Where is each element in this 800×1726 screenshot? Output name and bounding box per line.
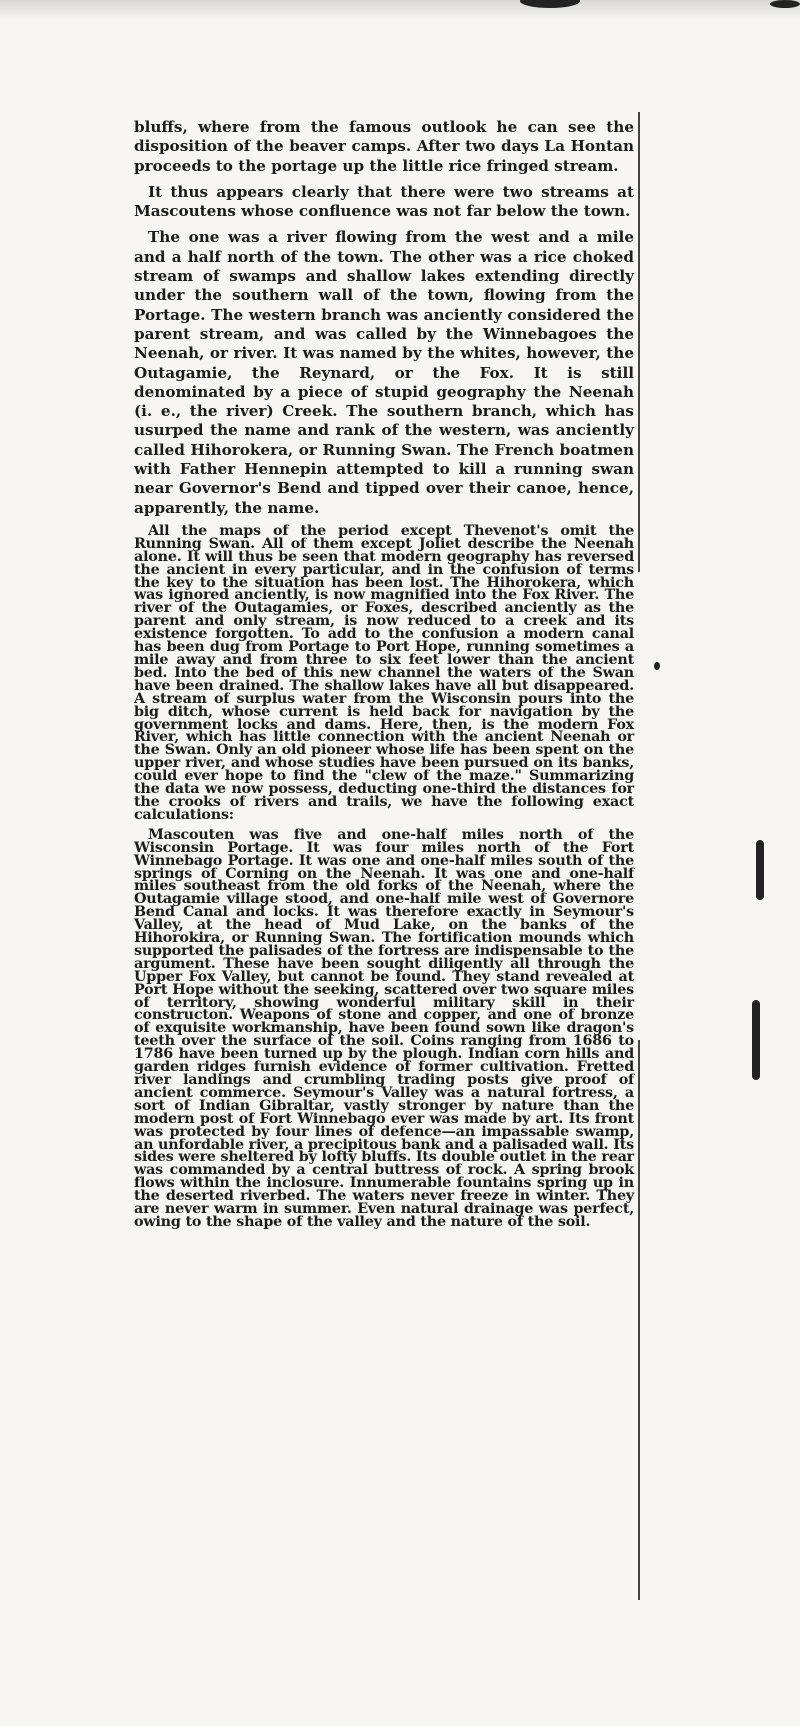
column-rule bbox=[638, 1040, 640, 1600]
column-rule bbox=[638, 112, 640, 572]
edge-mark bbox=[654, 662, 660, 670]
paragraph: Mascouten was five and one-half miles north of the Wisconsin Portage. It was four miles north of the Fort Winnebago Portage. It was one and one-half miles south of the springs of Corning on the Neenah. It was one and one-half miles southeast from the old forks of the Neenah, where the Outagamie village stood, and one-half mile west of Governore Bend Canal and locks. It was therefore exactly in Seymour's Valley, at the head of Mud Lake, on the banks of the Hihorokira, or Running Swan. The fortification mounds which supported the palisades of the fortress are indispensable to the argument. These have been sought diligently all through the Upper Fox Valley, but cannot be found. They stand revealed at Port Hope without the seeking, scattered over two square miles of territory, showing wonderful military skill in their constructon. Weapons of stone and copper, and one of bronze of exquisite workmanship, have been found sown like dragon's teeth over the surface of the soil. Coins ranging from 1686 to 1786 have been turned up by the plough. Indian corn hills and garden ridges furnish evidence of former cultivation. Fretted river landings and crumbling trading posts give proof of ancient commerce. Seymour's Valley was a natural fortress, a sort of Indian Gibraltar, vastly stronger by nature than the modern post of Fort Winnebago ever was made by art. Its front was protected by four lines of defence—an impassable swamp, an unfordable river, a precipitous bank and a palisaded wall. Its sides were sheltered by lofty bluffs. Its double outlet in the rear was commanded by a central buttress of rock. A spring brook flows within the inclosure. Innumerable fountains spring up in the deserted riverbed. The waters never freeze in winter. They are never warm in summer. Even natural drainage was perfect, owing to the shape of the valley and the nature of the soil. bbox=[134, 826, 634, 1230]
paragraph: The one was a river flowing from the west and a mile and a half north of the town. The other was a rice choked stream of swamps and shallow lakes extending directly under the southern wall of the town, flowing from the Portage. The western branch was anciently considered the parent stream, and was called by the Winnebagoes the Neenah, or river. It was named by the whites, however, the Outagamie, the Reynard, or the Fox. It is still denominated by a piece of stupid geography the Neenah (i. e., the river) Creek. The southern branch, which has usurped the name and rank of the western, was anciently called Hihorokera, or Running Swan. The French boatmen with Father Hennepin attempted to kill a running swan near Governor's Bend and tipped over their canoe, hence, apparently, the name. bbox=[134, 228, 634, 517]
ink-blot bbox=[770, 0, 800, 8]
paragraph: bluffs, where from the famous outlook he can see the disposition of the beaver camps. After two days La Hontan proceeds to the portage up the little rice fringed stream. bbox=[134, 118, 634, 175]
edge-mark bbox=[756, 840, 764, 900]
paragraph: It thus appears clearly that there were two streams at Mascoutens whose confluence was not far below the town. bbox=[134, 182, 634, 221]
scan-edge bbox=[0, 0, 800, 20]
paragraph: All the maps of the period except Thevenot's omit the Running Swan. All of them except Joliet describe the Neenah alone. It will thus be seen that modern geography has reversed the ancient in every particular, and in the confusion of terms the key to the situation has been lost. The Hihorokera, which was ignored anciently, is now magnified into the Fox River. The river of the Outagamies, or Foxes, described anciently as the parent and only stream, is now reduced to a creek and its existence forgotten. To add to the confusion a modern canal has been dug from Portage to Port Hope, running sometimes a mile away and from three to six feet lower than the ancient bed. Into the bed of this new channel the waters of the Swan have been drained. The shallow lakes have all but disappeared. A stream of surplus water from the Wisconsin pours into the big ditch, whose current is held back for navigation by the government locks and dams. Here, then, is the modern Fox River, which has little connection with the ancient Neenah or the Swan. Only an old pioneer whose life has been spent on the upper river, and whose studies have been pursued on its banks, could ever hope to find the "clew of the maze." Summarizing the data we now possess, deducting one-third the distances for the crooks of rivers and trails, we have the following exact calculations: bbox=[134, 522, 634, 823]
newspaper-column bbox=[134, 118, 634, 1236]
edge-mark bbox=[752, 1000, 760, 1080]
